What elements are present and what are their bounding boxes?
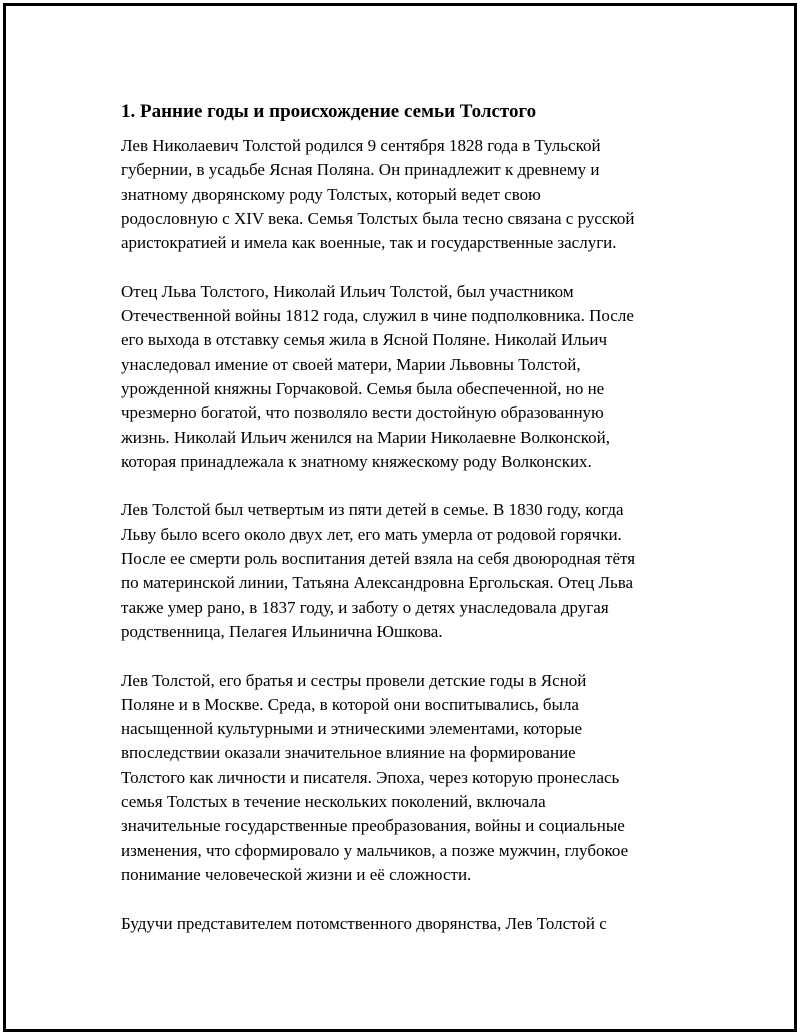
paragraph-1 <box>121 134 701 255</box>
text-line: губернии, в усадьбе Ясная Поляна. Он принадлежит к древнему и <box>121 160 600 180</box>
text-line: понимание человеческой жизни и её сложности. <box>121 864 472 884</box>
section-heading: 1. Ранние годы и происхождение семьи Толстого <box>121 101 537 122</box>
text-line: унаследовал имение от своей матери, Марии Львовны Толстой, <box>121 354 581 374</box>
text-line: которая принадлежала к знатному княжескому роду Волконских. <box>121 451 592 471</box>
text-line: Поляне и в Москве. Среда, в которой они воспитывались, была <box>121 694 579 714</box>
text-line: насыщенной культурными и этническими элементами, которые <box>121 719 583 739</box>
text-line: по материнской линии, Татьяна Александровна Ергольская. Отец Льва <box>121 573 634 593</box>
document-body <box>121 100 701 960</box>
text-line: знатному дворянскому роду Толстых, который ведет свою <box>121 184 541 204</box>
text-line: аристократией и имела как военные, так и государственные заслуги. <box>121 233 617 253</box>
text-line: жизнь. Николай Ильич женился на Марии Николаевне Волконской, <box>121 427 611 447</box>
paragraph-3 <box>121 498 701 644</box>
text-line: семья Толстых в течение нескольких поколений, включала <box>121 792 546 812</box>
text-line: чрезмерно богатой, что позволяло вести достойную образованную <box>121 403 604 423</box>
text-line: также умер рано, в 1837 году, и заботу о детях унаследовала другая <box>121 597 609 617</box>
text-line: Лев Толстой, его братья и сестры провели детские годы в Ясной <box>121 670 587 690</box>
paragraph-2 <box>121 280 701 474</box>
text-line: Лев Толстой был четвертым из пяти детей в семье. В 1830 году, когда <box>121 500 624 520</box>
paragraph-4 <box>121 669 701 888</box>
text-line: изменения, что сформировало у мальчиков, а позже мужчин, глубокое <box>121 840 629 860</box>
text-line: После ее смерти роль воспитания детей взяла на себя двоюродная тётя <box>121 549 636 569</box>
text-line: Толстого как личности и писателя. Эпоха, через которую пронеслась <box>121 767 620 787</box>
text-line: родственница, Пелагея Ильинична Юшкова. <box>121 621 443 641</box>
paragraph-5 <box>121 912 701 936</box>
page-frame <box>3 3 797 1032</box>
text-line: его выхода в отставку семья жила в Ясной Поляне. Николай Ильич <box>121 330 608 350</box>
text-line: Лев Николаевич Толстой родился 9 сентября 1828 года в Тульской <box>121 136 601 155</box>
text-line: Отечественной войны 1812 года, служил в чине подполковника. После <box>121 306 634 326</box>
text-line: родословную с XIV века. Семья Толстых была тесно связана с русской <box>121 208 635 228</box>
text-line: впоследствии оказали значительное влияние на формирование <box>121 743 576 763</box>
text-line: урожденной княжны Горчаковой. Семья была обеспеченной, но не <box>121 378 605 398</box>
text-line: Льву было всего около двух лет, его мать умерла от родовой горячки. <box>121 524 622 544</box>
text-line: значительные государственные преобразования, войны и социальные <box>121 816 625 836</box>
text-line: Будучи представителем потомственного дворянства, Лев Толстой с <box>121 913 607 933</box>
text-line: Отец Льва Толстого, Николай Ильич Толстой, был участником <box>121 281 574 301</box>
